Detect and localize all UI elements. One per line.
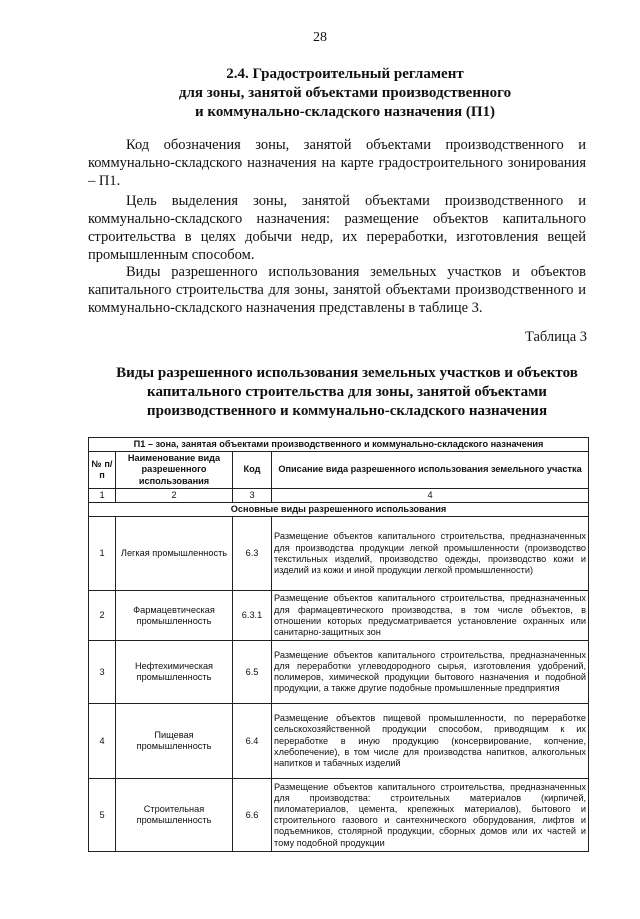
table-row bbox=[89, 591, 589, 641]
paragraph-zone-purpose bbox=[88, 192, 586, 265]
header-num: № п/п bbox=[89, 452, 116, 489]
table-caption-row bbox=[89, 438, 589, 452]
row-code: 6.6 bbox=[233, 779, 272, 852]
page-number: 28 bbox=[313, 30, 327, 45]
section-row bbox=[89, 503, 589, 517]
row-code: 6.5 bbox=[233, 641, 272, 704]
row-code: 6.4 bbox=[233, 704, 272, 779]
table-header-row bbox=[89, 452, 589, 489]
table-row bbox=[89, 704, 589, 779]
table-title-line-1: Виды разрешенного использования земельных участков и объектов bbox=[116, 365, 578, 381]
section-title: Основные виды разрешенного использования bbox=[89, 503, 589, 517]
paragraph-zone-code bbox=[88, 136, 586, 191]
row-desc: Размещение объектов капитального строительства, предназначенных для переработки углеводородного сырья, изготовления удобрений, полимеров, химической продукции бытового назначения и подобной продукции, а также другие подобные промышленные предприятия bbox=[272, 641, 589, 704]
column-index: 1 bbox=[89, 488, 116, 502]
header-desc: Описание вида разрешенного использования земельного участка bbox=[272, 452, 589, 489]
table-title-line-3: производственного и коммунально-складского назначения bbox=[146, 403, 548, 419]
column-index: 4 bbox=[272, 488, 589, 502]
row-num: 5 bbox=[89, 779, 116, 852]
header-name: Наименование вида разрешенного использования bbox=[116, 452, 233, 489]
row-num: 4 bbox=[89, 704, 116, 779]
table-row bbox=[89, 779, 589, 852]
heading-line-1: 2.4. Градостроительный регламент bbox=[226, 66, 464, 82]
row-code: 6.3 bbox=[233, 517, 272, 591]
row-name: Фармацевтическая промышленность bbox=[116, 591, 233, 641]
row-desc: Размещение объектов капитального строительства, предназначенных для фармацевтического производства, в том числе объектов, в отношении которых предусматривается установление охранных или санитарно-защитных зон bbox=[272, 591, 589, 641]
paragraph-text: Код обозначения зоны, занятой объектами производственного и коммунально-складского назначения на карте градостроительного зонирования – П1. bbox=[88, 137, 586, 189]
header-code: Код bbox=[233, 452, 272, 489]
table-row bbox=[89, 517, 589, 591]
row-name: Легкая промышленность bbox=[116, 517, 233, 591]
row-name: Нефтехимическая промышленность bbox=[116, 641, 233, 704]
row-code: 6.3.1 bbox=[233, 591, 272, 641]
column-index: 3 bbox=[233, 488, 272, 502]
heading-line-3: и коммунально-складского назначения (П1) bbox=[195, 104, 495, 120]
paragraph-text: Цель выделения зоны, занятой объектами производственного и коммунально-складского назначения: размещение объектов капитального строительства в целях добычи недр, их переработки, изготовления вещей промышленным способом. bbox=[88, 193, 586, 263]
row-desc: Размещение объектов капитального строительства, предназначенных для производства: строительных материалов (кирпичей, пиломатериалов, цемента, крепежных материалов), бытового и строительного газового и сантехнического оборудования, лифтов и подъемников, столярной продукции, сборных домов или их частей и тому подобной продукции bbox=[272, 779, 589, 852]
paragraph-text: Виды разрешенного использования земельных участков и объектов капитального строительства для зоны, занятой объектами производственного и коммунально-складского назначения представлены в таблице 3. bbox=[88, 264, 586, 316]
table-caption: П1 – зона, занятая объектами производственного и коммунально-складского назначения bbox=[89, 438, 589, 452]
row-name: Пищевая промышленность bbox=[116, 704, 233, 779]
table-row bbox=[89, 641, 589, 704]
table-label: Таблица 3 bbox=[524, 329, 587, 345]
column-index: 2 bbox=[116, 488, 233, 502]
section-heading bbox=[90, 65, 600, 122]
row-desc: Размещение объектов капитального строительства, предназначенных для производства продукции легкой промышленности (производство текстильных изделий, производство одежды, производство кожи и изделий из кожи и иной продукции легкой промышленности) bbox=[272, 517, 589, 591]
heading-line-2: для зоны, занятой объектами производственного bbox=[178, 85, 512, 101]
column-index-row bbox=[89, 488, 589, 502]
row-num: 1 bbox=[89, 517, 116, 591]
table-title-line-2: капитального строительства для зоны, занятой объектами bbox=[147, 384, 547, 400]
table-title bbox=[92, 364, 602, 421]
row-desc: Размещение объектов пищевой промышленности, по переработке сельскохозяйственной продукции способом, приводящим к их переработке в иную продукцию (консервирование, копчение, хлебопечение), в том числе для производства напитков, алкогольных напитков и табачных изделий bbox=[272, 704, 589, 779]
row-num: 3 bbox=[89, 641, 116, 704]
usage-table bbox=[88, 437, 589, 852]
paragraph-usage-types bbox=[88, 263, 586, 318]
row-name: Строительная промышленность bbox=[116, 779, 233, 852]
row-num: 2 bbox=[89, 591, 116, 641]
